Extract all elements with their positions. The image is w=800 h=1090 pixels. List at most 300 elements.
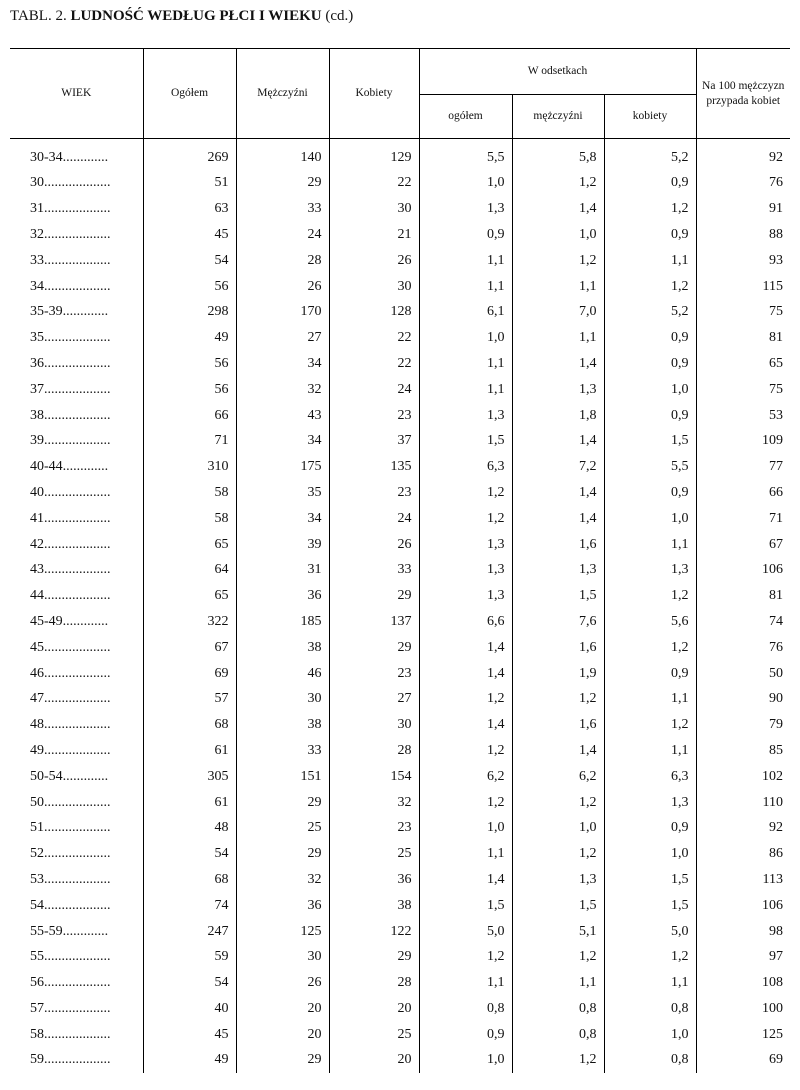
cell-ratio: 69 xyxy=(696,1047,790,1073)
cell-pct-women: 5,2 xyxy=(604,299,696,325)
header-pct-total: ogółem xyxy=(419,95,512,139)
cell-pct-women: 1,5 xyxy=(604,892,696,918)
table-row xyxy=(10,325,790,351)
leader-dots: ................... xyxy=(44,201,111,217)
cell-men: 125 xyxy=(236,918,329,944)
age-label: 44 xyxy=(30,588,44,604)
table-row xyxy=(10,505,790,531)
cell-age xyxy=(10,763,143,789)
cell-total: 67 xyxy=(143,634,236,660)
cell-total: 56 xyxy=(143,376,236,402)
cell-pct-women: 1,1 xyxy=(604,686,696,712)
cell-pct-men: 1,6 xyxy=(512,531,604,557)
age-label: 45 xyxy=(30,639,44,655)
cell-ratio: 115 xyxy=(696,273,790,299)
table-row xyxy=(10,196,790,222)
cell-age xyxy=(10,686,143,712)
cell-total: 66 xyxy=(143,402,236,428)
cell-men: 38 xyxy=(236,712,329,738)
table-row xyxy=(10,402,790,428)
cell-pct-total: 1,2 xyxy=(419,789,512,815)
cell-pct-women: 0,8 xyxy=(604,1047,696,1073)
cell-age xyxy=(10,609,143,635)
table-row xyxy=(10,867,790,893)
cell-pct-women: 0,9 xyxy=(604,402,696,428)
age-label: 38 xyxy=(30,407,44,423)
cell-men: 29 xyxy=(236,170,329,196)
cell-ratio: 100 xyxy=(696,996,790,1022)
age-label: 34 xyxy=(30,278,44,294)
population-table xyxy=(10,48,790,1073)
cell-pct-total: 1,3 xyxy=(419,531,512,557)
leader-dots: ................... xyxy=(44,252,111,268)
cell-ratio: 75 xyxy=(696,376,790,402)
cell-women: 26 xyxy=(329,247,419,273)
cell-men: 36 xyxy=(236,583,329,609)
cell-pct-women: 1,5 xyxy=(604,867,696,893)
header-pct-women: kobiety xyxy=(604,95,696,139)
leader-dots: ................... xyxy=(44,381,111,397)
cell-ratio: 92 xyxy=(696,815,790,841)
cell-total: 49 xyxy=(143,325,236,351)
cell-pct-women: 1,0 xyxy=(604,505,696,531)
cell-total: 305 xyxy=(143,763,236,789)
leader-dots: ................... xyxy=(44,975,111,991)
table-row xyxy=(10,841,790,867)
age-label: 50 xyxy=(30,794,44,810)
cell-pct-total: 1,2 xyxy=(419,505,512,531)
leader-dots: ................... xyxy=(44,484,111,500)
table-row xyxy=(10,815,790,841)
cell-age xyxy=(10,892,143,918)
table-row xyxy=(10,944,790,970)
cell-ratio: 110 xyxy=(696,789,790,815)
cell-age xyxy=(10,944,143,970)
cell-ratio: 74 xyxy=(696,609,790,635)
cell-pct-men: 1,2 xyxy=(512,841,604,867)
leader-dots: ................... xyxy=(44,871,111,887)
age-label: 56 xyxy=(30,975,44,991)
cell-pct-women: 0,9 xyxy=(604,815,696,841)
leader-dots: ................... xyxy=(44,226,111,242)
cell-pct-total: 1,5 xyxy=(419,892,512,918)
cell-pct-total: 1,4 xyxy=(419,712,512,738)
cell-women: 128 xyxy=(329,299,419,325)
cell-men: 170 xyxy=(236,299,329,325)
table-row xyxy=(10,299,790,325)
cell-total: 310 xyxy=(143,454,236,480)
cell-pct-men: 1,2 xyxy=(512,789,604,815)
cell-pct-men: 1,0 xyxy=(512,815,604,841)
cell-pct-men: 1,4 xyxy=(512,428,604,454)
cell-total: 298 xyxy=(143,299,236,325)
cell-pct-total: 1,3 xyxy=(419,557,512,583)
cell-women: 38 xyxy=(329,892,419,918)
cell-ratio: 88 xyxy=(696,222,790,248)
cell-total: 71 xyxy=(143,428,236,454)
age-label: 48 xyxy=(30,717,44,733)
cell-pct-men: 1,4 xyxy=(512,196,604,222)
cell-pct-women: 0,9 xyxy=(604,170,696,196)
cell-total: 40 xyxy=(143,996,236,1022)
cell-age xyxy=(10,376,143,402)
cell-pct-total: 6,3 xyxy=(419,454,512,480)
cell-age xyxy=(10,351,143,377)
cell-age xyxy=(10,196,143,222)
cell-men: 29 xyxy=(236,1047,329,1073)
cell-pct-women: 0,9 xyxy=(604,660,696,686)
leader-dots: ................... xyxy=(44,588,111,604)
age-label: 55-59 xyxy=(30,923,63,939)
cell-men: 38 xyxy=(236,634,329,660)
cell-pct-men: 1,0 xyxy=(512,222,604,248)
cell-ratio: 75 xyxy=(696,299,790,325)
cell-men: 26 xyxy=(236,273,329,299)
leader-dots: ................... xyxy=(44,1026,111,1042)
cell-women: 22 xyxy=(329,170,419,196)
cell-pct-women: 0,9 xyxy=(604,325,696,351)
cell-men: 43 xyxy=(236,402,329,428)
cell-pct-women: 1,1 xyxy=(604,970,696,996)
leader-dots: ................... xyxy=(44,562,111,578)
cell-ratio: 81 xyxy=(696,325,790,351)
cell-men: 39 xyxy=(236,531,329,557)
age-label: 51 xyxy=(30,820,44,836)
cell-women: 137 xyxy=(329,609,419,635)
cell-pct-men: 1,9 xyxy=(512,660,604,686)
cell-pct-women: 0,9 xyxy=(604,222,696,248)
cell-pct-women: 1,3 xyxy=(604,789,696,815)
table-continued-note: (cd.) xyxy=(325,8,354,24)
table-row xyxy=(10,609,790,635)
cell-age xyxy=(10,634,143,660)
leader-dots: ................... xyxy=(44,742,111,758)
age-label: 35 xyxy=(30,330,44,346)
cell-men: 151 xyxy=(236,763,329,789)
header-women: Kobiety xyxy=(329,49,419,139)
cell-ratio: 108 xyxy=(696,970,790,996)
age-label: 30 xyxy=(30,175,44,191)
cell-women: 28 xyxy=(329,970,419,996)
cell-total: 48 xyxy=(143,815,236,841)
cell-age xyxy=(10,660,143,686)
cell-men: 185 xyxy=(236,609,329,635)
cell-pct-women: 1,0 xyxy=(604,1021,696,1047)
cell-age xyxy=(10,170,143,196)
age-label: 59 xyxy=(30,1052,44,1068)
cell-age xyxy=(10,454,143,480)
cell-pct-men: 1,3 xyxy=(512,376,604,402)
cell-pct-total: 1,1 xyxy=(419,247,512,273)
cell-age xyxy=(10,918,143,944)
age-label: 58 xyxy=(30,1026,44,1042)
table-header xyxy=(10,49,790,139)
cell-pct-men: 1,1 xyxy=(512,970,604,996)
cell-total: 58 xyxy=(143,505,236,531)
table-row xyxy=(10,634,790,660)
cell-total: 45 xyxy=(143,222,236,248)
cell-pct-total: 1,2 xyxy=(419,738,512,764)
cell-pct-total: 1,4 xyxy=(419,660,512,686)
cell-total: 58 xyxy=(143,480,236,506)
cell-pct-total: 1,1 xyxy=(419,970,512,996)
cell-age xyxy=(10,505,143,531)
age-label: 43 xyxy=(30,562,44,578)
age-label: 52 xyxy=(30,846,44,862)
cell-ratio: 53 xyxy=(696,402,790,428)
cell-age xyxy=(10,738,143,764)
cell-women: 22 xyxy=(329,325,419,351)
cell-pct-men: 7,6 xyxy=(512,609,604,635)
table-row xyxy=(10,1021,790,1047)
cell-ratio: 106 xyxy=(696,557,790,583)
cell-age xyxy=(10,1021,143,1047)
age-label: 30-34 xyxy=(30,150,63,165)
cell-pct-total: 1,4 xyxy=(419,867,512,893)
cell-pct-total: 1,1 xyxy=(419,376,512,402)
cell-women: 27 xyxy=(329,686,419,712)
cell-age xyxy=(10,970,143,996)
cell-age xyxy=(10,428,143,454)
cell-pct-men: 0,8 xyxy=(512,1021,604,1047)
cell-pct-women: 6,3 xyxy=(604,763,696,789)
cell-ratio: 86 xyxy=(696,841,790,867)
table-row xyxy=(10,557,790,583)
cell-women: 30 xyxy=(329,273,419,299)
leader-dots: ............. xyxy=(62,459,109,475)
cell-pct-women: 1,3 xyxy=(604,557,696,583)
cell-pct-total: 1,2 xyxy=(419,480,512,506)
cell-total: 65 xyxy=(143,583,236,609)
cell-men: 35 xyxy=(236,480,329,506)
table-row xyxy=(10,789,790,815)
age-label: 55 xyxy=(30,949,44,965)
age-label: 42 xyxy=(30,536,44,552)
leader-dots: ................... xyxy=(44,1000,111,1016)
cell-total: 65 xyxy=(143,531,236,557)
table-row xyxy=(10,918,790,944)
leader-dots: ................... xyxy=(44,433,111,449)
cell-total: 59 xyxy=(143,944,236,970)
table-row xyxy=(10,376,790,402)
cell-pct-total: 1,0 xyxy=(419,170,512,196)
cell-total: 49 xyxy=(143,1047,236,1073)
cell-women: 23 xyxy=(329,660,419,686)
cell-pct-women: 1,1 xyxy=(604,531,696,557)
cell-pct-women: 0,9 xyxy=(604,480,696,506)
cell-women: 23 xyxy=(329,815,419,841)
cell-men: 20 xyxy=(236,996,329,1022)
leader-dots: ............. xyxy=(62,768,109,784)
cell-women: 29 xyxy=(329,944,419,970)
age-label: 33 xyxy=(30,252,44,268)
cell-men: 20 xyxy=(236,1021,329,1047)
cell-women: 25 xyxy=(329,841,419,867)
leader-dots: ................... xyxy=(44,897,111,913)
cell-ratio: 113 xyxy=(696,867,790,893)
table-row xyxy=(10,970,790,996)
cell-ratio: 77 xyxy=(696,454,790,480)
cell-pct-total: 1,0 xyxy=(419,1047,512,1073)
leader-dots: ................... xyxy=(44,1052,111,1068)
cell-pct-men: 1,4 xyxy=(512,351,604,377)
cell-women: 36 xyxy=(329,867,419,893)
table-row xyxy=(10,454,790,480)
cell-pct-women: 1,5 xyxy=(604,428,696,454)
header-pct-men: mężczyźni xyxy=(512,95,604,139)
table-row xyxy=(10,170,790,196)
cell-pct-women: 1,1 xyxy=(604,247,696,273)
cell-pct-total: 0,9 xyxy=(419,222,512,248)
cell-men: 30 xyxy=(236,686,329,712)
leader-dots: ................... xyxy=(44,175,111,191)
header-total: Ogółem xyxy=(143,49,236,139)
cell-pct-women: 1,2 xyxy=(604,944,696,970)
cell-age xyxy=(10,480,143,506)
age-label: 40-44 xyxy=(30,459,63,475)
cell-ratio: 90 xyxy=(696,686,790,712)
table-row xyxy=(10,583,790,609)
header-ratio: Na 100 mężczyzn przypada kobiet xyxy=(696,49,790,139)
cell-women: 26 xyxy=(329,531,419,557)
cell-pct-total: 1,2 xyxy=(419,944,512,970)
cell-men: 32 xyxy=(236,867,329,893)
cell-pct-women: 1,1 xyxy=(604,738,696,764)
cell-age xyxy=(10,712,143,738)
cell-ratio: 67 xyxy=(696,531,790,557)
cell-men: 29 xyxy=(236,789,329,815)
table-heading: LUDNOŚĆ WEDŁUG PŁCI I WIEKU xyxy=(70,8,322,24)
cell-pct-total: 6,1 xyxy=(419,299,512,325)
cell-ratio: 76 xyxy=(696,170,790,196)
cell-pct-total: 0,9 xyxy=(419,1021,512,1047)
cell-pct-men: 6,2 xyxy=(512,763,604,789)
age-label: 39 xyxy=(30,433,44,449)
cell-age xyxy=(10,841,143,867)
cell-men: 33 xyxy=(236,738,329,764)
cell-men: 34 xyxy=(236,428,329,454)
cell-age xyxy=(10,222,143,248)
table-row xyxy=(10,428,790,454)
cell-pct-women: 1,2 xyxy=(604,712,696,738)
leader-dots: ................... xyxy=(44,717,111,733)
cell-total: 61 xyxy=(143,738,236,764)
cell-pct-men: 1,4 xyxy=(512,505,604,531)
cell-pct-men: 1,2 xyxy=(512,1047,604,1073)
cell-women: 23 xyxy=(329,480,419,506)
cell-ratio: 91 xyxy=(696,196,790,222)
table-row xyxy=(10,531,790,557)
cell-women: 21 xyxy=(329,222,419,248)
cell-women: 30 xyxy=(329,712,419,738)
cell-women: 24 xyxy=(329,376,419,402)
table-row xyxy=(10,247,790,273)
leader-dots: ................... xyxy=(44,846,111,862)
cell-women: 22 xyxy=(329,351,419,377)
cell-pct-women: 1,2 xyxy=(604,583,696,609)
table-row xyxy=(10,139,790,171)
table-row xyxy=(10,273,790,299)
cell-men: 34 xyxy=(236,505,329,531)
cell-ratio: 102 xyxy=(696,763,790,789)
cell-total: 247 xyxy=(143,918,236,944)
cell-ratio: 79 xyxy=(696,712,790,738)
cell-age xyxy=(10,247,143,273)
cell-pct-total: 1,5 xyxy=(419,428,512,454)
cell-age xyxy=(10,815,143,841)
cell-women: 23 xyxy=(329,402,419,428)
cell-total: 322 xyxy=(143,609,236,635)
cell-total: 56 xyxy=(143,351,236,377)
table-row xyxy=(10,480,790,506)
cell-men: 29 xyxy=(236,841,329,867)
header-percent-group: W odsetkach xyxy=(419,49,696,95)
cell-pct-men: 1,4 xyxy=(512,738,604,764)
cell-pct-women: 5,5 xyxy=(604,454,696,480)
table-row xyxy=(10,763,790,789)
age-label: 49 xyxy=(30,742,44,758)
cell-ratio: 106 xyxy=(696,892,790,918)
cell-ratio: 81 xyxy=(696,583,790,609)
age-label: 53 xyxy=(30,871,44,887)
cell-ratio: 97 xyxy=(696,944,790,970)
leader-dots: ................... xyxy=(44,536,111,552)
cell-total: 51 xyxy=(143,170,236,196)
cell-pct-women: 5,2 xyxy=(604,139,696,171)
table-body xyxy=(10,139,790,1073)
age-label: 35-39 xyxy=(30,304,63,320)
cell-total: 269 xyxy=(143,139,236,171)
cell-age xyxy=(10,139,143,171)
cell-women: 135 xyxy=(329,454,419,480)
leader-dots: ................... xyxy=(44,355,111,371)
cell-men: 24 xyxy=(236,222,329,248)
cell-total: 54 xyxy=(143,841,236,867)
cell-ratio: 65 xyxy=(696,351,790,377)
cell-pct-total: 1,3 xyxy=(419,196,512,222)
cell-ratio: 85 xyxy=(696,738,790,764)
cell-pct-women: 1,0 xyxy=(604,376,696,402)
leader-dots: ................... xyxy=(44,330,111,346)
cell-age xyxy=(10,1047,143,1073)
cell-age xyxy=(10,867,143,893)
cell-pct-men: 1,5 xyxy=(512,583,604,609)
cell-men: 25 xyxy=(236,815,329,841)
leader-dots: ................... xyxy=(44,691,111,707)
cell-pct-men: 7,0 xyxy=(512,299,604,325)
cell-pct-women: 5,0 xyxy=(604,918,696,944)
cell-ratio: 50 xyxy=(696,660,790,686)
leader-dots: ................... xyxy=(44,665,111,681)
cell-total: 54 xyxy=(143,247,236,273)
table-row xyxy=(10,660,790,686)
cell-women: 29 xyxy=(329,634,419,660)
cell-pct-men: 1,2 xyxy=(512,944,604,970)
cell-pct-total: 1,3 xyxy=(419,402,512,428)
cell-women: 154 xyxy=(329,763,419,789)
cell-total: 57 xyxy=(143,686,236,712)
age-label: 32 xyxy=(30,226,44,242)
cell-pct-total: 1,1 xyxy=(419,841,512,867)
cell-women: 37 xyxy=(329,428,419,454)
age-label: 37 xyxy=(30,381,44,397)
cell-total: 68 xyxy=(143,867,236,893)
cell-men: 46 xyxy=(236,660,329,686)
cell-ratio: 66 xyxy=(696,480,790,506)
cell-pct-total: 6,6 xyxy=(419,609,512,635)
table-row xyxy=(10,738,790,764)
age-label: 41 xyxy=(30,510,44,526)
